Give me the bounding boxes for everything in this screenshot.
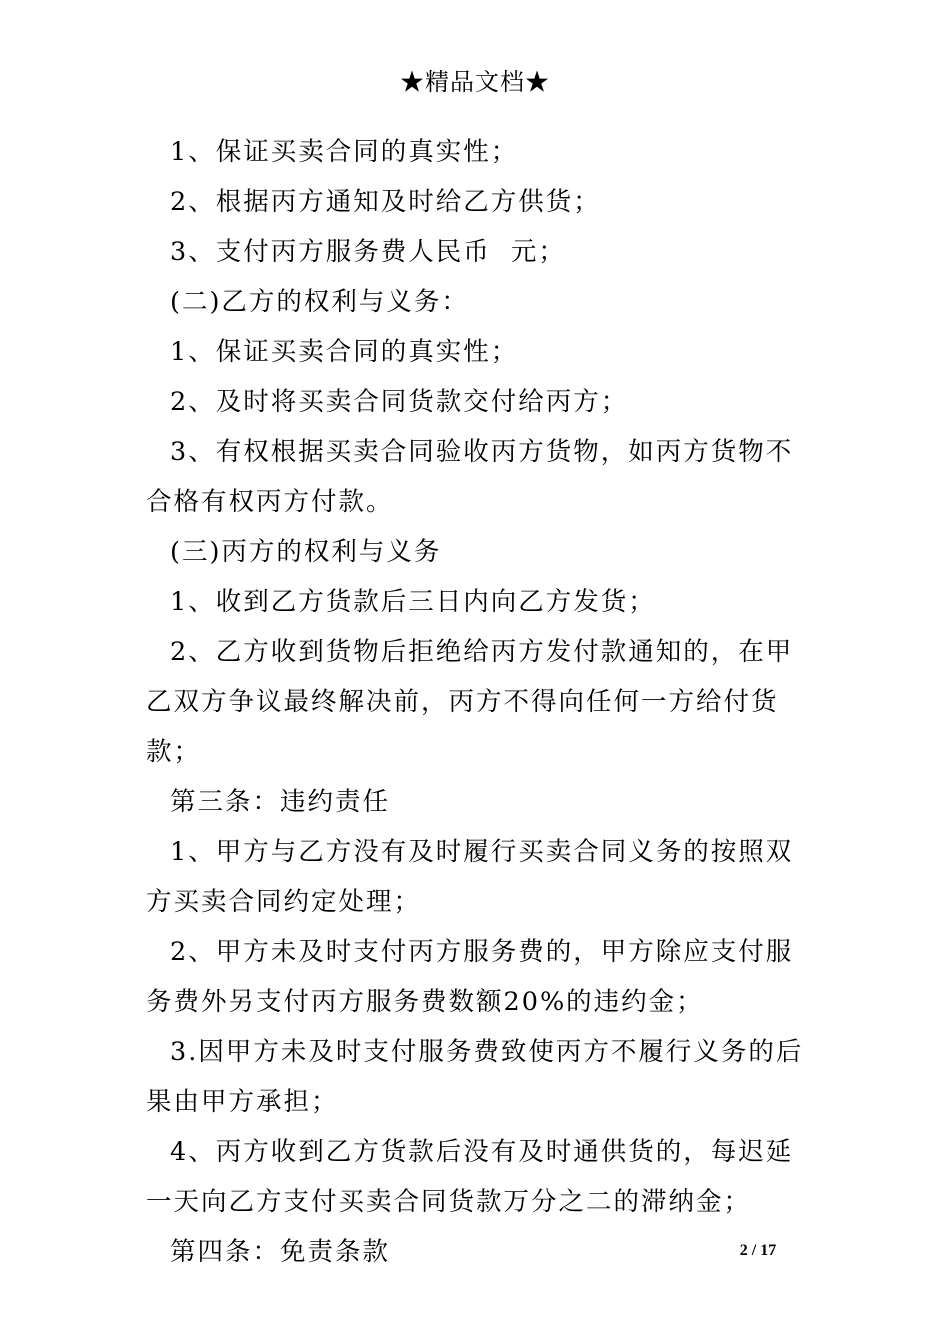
paragraph: 2、及时将买卖合同货款交付给丙方； (170, 387, 629, 417)
paragraph: 4、丙方收到乙方货款后没有及时通供货的，每迟延一天向乙方支付买卖合同货款万分之二的滞纳金； (146, 1137, 794, 1217)
paragraph: 1、收到乙方货款后三日内向乙方发货； (170, 587, 656, 617)
paragraph: 3、有权根据买卖合同验收丙方货物，如丙方货物不合格有权丙方付款。 (146, 437, 794, 517)
paragraph: 2、乙方收到货物后拒绝给丙方发付款通知的，在甲乙双方争议最终解决前，丙方不得向任何一方给付货款； (146, 637, 794, 767)
paragraph: 2、根据丙方通知及时给乙方供货； (170, 187, 601, 217)
paragraph: 1、保证买卖合同的真实性； (170, 337, 519, 367)
paragraph: 1、保证买卖合同的真实性； (170, 137, 519, 167)
section-heading: (二)乙方的权利与义务： (170, 287, 469, 317)
paragraph: 3.因甲方未及时支付服务费致使丙方不履行义务的后果由甲方承担； (146, 1037, 804, 1117)
paragraph: 2、甲方未及时支付丙方服务费的，甲方除应支付服务费外另支付丙方服务费数额20%的违约金； (146, 937, 794, 1017)
article-heading: 第三条：违约责任 (170, 787, 391, 817)
page-number: 2 / 17 (739, 1242, 777, 1259)
paragraph: 3、支付丙方服务费人民币 元； (170, 237, 566, 267)
document-body (146, 127, 810, 1277)
section-heading: (三)丙方的权利与义务 (170, 537, 442, 567)
article-heading: 第四条：免责条款 (170, 1237, 391, 1267)
paragraph: 1、甲方与乙方没有及时履行买卖合同义务的按照双方买卖合同约定处理； (146, 837, 794, 917)
page-header: ★精品文档★ (400, 68, 550, 96)
